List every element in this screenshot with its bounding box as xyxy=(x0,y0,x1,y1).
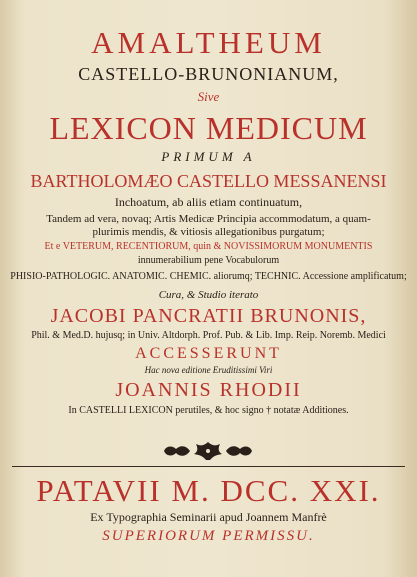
title-lexicon-medicum: LEXICON MEDICUM xyxy=(49,110,368,146)
inchoatum-text: Inchoatum, ab aliis etiam continuatum, xyxy=(114,195,303,209)
tandem-text: Tandem ad vera, novaq; Artis Medicæ Principia accommodatum, a quam- xyxy=(46,213,371,225)
contributor-rhodii: JOANNIS RHODII xyxy=(115,379,302,401)
cura-studio-text: Cura, & Studio iterato xyxy=(158,289,259,301)
sive-text: Sive xyxy=(197,89,220,104)
primum-a-text: PRIMUM A xyxy=(161,149,256,164)
fleuron-ornament-icon xyxy=(160,440,256,462)
editor-brunonis: JACOBI PANCRATII BRUNONIS, xyxy=(50,305,367,327)
accesserunt-text: ACCESSERUNT xyxy=(135,345,282,362)
phisio-pathologic-text: PHISIO-PATHOLOGIC. ANATOMIC. CHEMIC. aliorumq; TECHNIC. Accessione amplificatum; xyxy=(10,271,407,282)
imprint-permission: SUPERIORUM PERMISSU. xyxy=(102,528,315,544)
hac-nova-editione-text: Hac nova editione Eruditissimi Viri xyxy=(144,365,273,375)
divider-line xyxy=(12,466,405,467)
author-castello: BARTHOLOMÆO CASTELLO MESSANENSI xyxy=(30,171,387,191)
imprint-place-date: PATAVII M. DCC. XXI. xyxy=(36,473,381,508)
subtitle-castello-brunonianum: CASTELLO-BRUNONIANUM, xyxy=(78,64,339,84)
title-amaltheum: AMALTHEUM xyxy=(91,25,326,60)
plurimis-text: plurimis mendis, & vitiosis allegationibus purgatum; xyxy=(92,226,325,238)
editor-credentials: Phil. & Med.D. hujusq; in Univ. Altdorph. Prof. Pub. & Lib. Imp. Reip. Noremb. Medici xyxy=(31,330,386,341)
imprint-printer: Ex Typographia Seminarii apud Joannem Manfrè xyxy=(90,510,327,524)
additiones-text: In CASTELLI LEXICON perutiles, & hoc signo † notatæ Additiones. xyxy=(68,405,349,416)
veterum-text: Et e VETERUM, RECENTIORUM, quin & NOVISSIMORUM MONUMENTIS xyxy=(44,241,373,252)
innumerabilium-text: innumerabilium pene Vocabulorum xyxy=(137,255,280,266)
